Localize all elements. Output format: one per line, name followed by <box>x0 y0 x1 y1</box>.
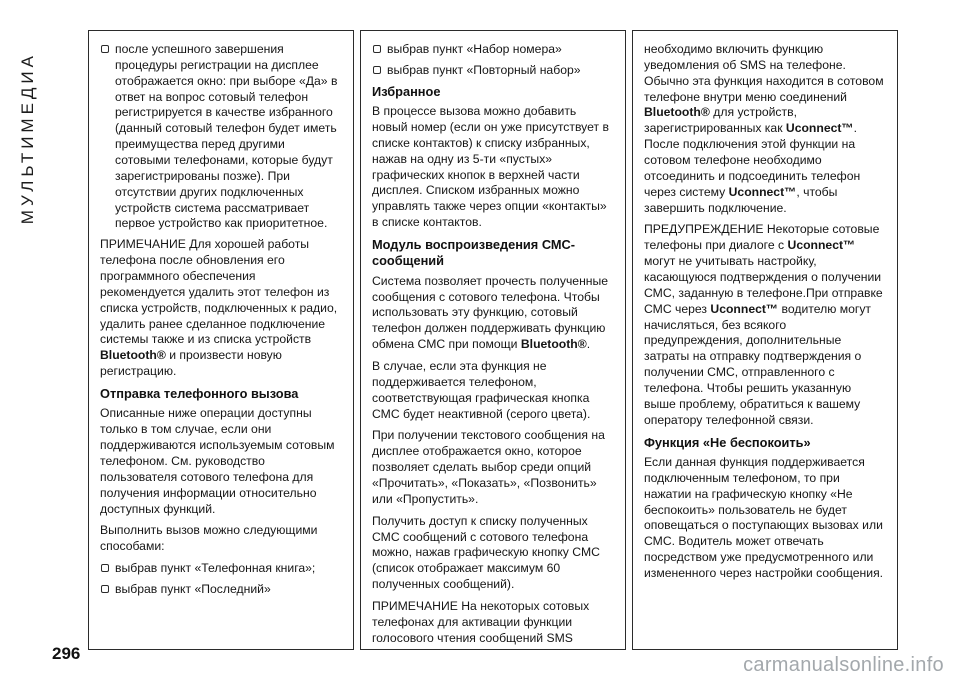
square-bullet-icon <box>373 66 381 74</box>
paragraph: ПРЕДУПРЕЖДЕНИЕ Некоторые сотовые телефоны при диалоге с Uconnect™ могут не учитывать настройку, касающуюся подтверждения о получении СМС, заданную в телефоне.При отправке СМС через Uconnect™ водителю могут начисляться, без всякого предупреждения, дополнительные затраты на отправку подтверждения о получении СМС, отправленного с телефона. Чтобы решить указанную выше проблему, обратиться к вашему оператору телефонной связи. <box>644 222 883 427</box>
square-bullet-icon <box>101 564 109 572</box>
square-bullet-icon <box>373 45 381 53</box>
paragraph: Описанные ниже операции доступны только в том случае, если они поддерживаются используемым сотовым телефоном. См. руководство пользователя сотового телефона для получения информации относительно доступных функций. <box>100 406 335 516</box>
paragraph: ПРИМЕЧАНИЕ На некоторых сотовых телефонах для активации функции голосового чтения сообщений SMS <box>372 599 590 645</box>
text-columns <box>88 30 898 650</box>
text-column-1 <box>88 30 354 650</box>
section-heading: Модуль воспроизведения СМС-сообщений <box>372 236 576 269</box>
paragraph: необходимо включить функцию уведомления об SMS на телефоне. Обычно эта функция находится в сотовом телефоне внутри меню соединений Bluetooth® для устройств, зарегистрированных как Uconnect™. После подключения этой функции на сотовом телефоне необходимо отсоединить и подсоединить телефон через систему Uconnect™, чтобы завершить подключение. <box>644 42 884 215</box>
chapter-sidebar-label: МУЛЬТИМЕДИА <box>18 52 37 225</box>
text-column-3 <box>632 30 898 650</box>
list-item-text: выбрав пункт «Телефонная книга»; <box>115 561 316 576</box>
list-item <box>100 561 342 577</box>
list-item <box>100 582 342 598</box>
list-item <box>372 42 614 58</box>
list-item-text: выбрав пункт «Последний» <box>115 582 271 597</box>
paragraph: В случае, если эта функция не поддерживается телефоном, соответствующая графическая кнопка СМС будет неактивной (серого цвета). <box>372 359 591 421</box>
paragraph: В процессе вызова можно добавить новый номер (если он уже присутствует в списке контактов) к списку избранных, нажав на одну из 5-ти «пустых» графических кнопок в верхней части дисплея. Списком избранных можно управлять также через опции «контакты» в списке контактов. <box>372 104 609 230</box>
section-heading: Функция «Не беспокоить» <box>644 434 811 450</box>
page-number: 296 <box>52 644 81 663</box>
paragraph: Если данная функция поддерживается подключенным телефоном, то при нажатии на графическую кнопку «Не беспокоить» пользователь не будет оповещаться о поступающих вызовах или СМС. Водитель может отвечать посредством уже предусмотренного или измененного через настройки сообщения. <box>644 455 884 581</box>
text-column-2 <box>360 30 626 650</box>
paragraph: При получении текстового сообщения на дисплее отображается окно, которое позволяет сделать выбор среди опций «Прочитать», «Показать», «Позвонить» или «Пропустить». <box>372 428 605 506</box>
paragraph: Система позволяет прочесть полученные сообщения с сотового телефона. Чтобы использовать эту функцию, сотовый телефон должен поддерживать функцию обмена СМС при помощи Bluetooth®. <box>372 273 609 352</box>
watermark-text: carmanualsonline.info <box>743 654 944 676</box>
section-heading: Избранное <box>372 83 441 99</box>
square-bullet-icon <box>101 45 109 53</box>
list-item <box>372 63 614 79</box>
paragraph: ПРИМЕЧАНИЕ Для хорошей работы телефона после обновления его программного обеспечения рекомендуется удалить этот телефон из списка устройств, подключенных к радио, удалить ранее сделанное подключение системы также и из списка устройств Bluetooth® и произвести новую регистрацию. <box>100 237 338 379</box>
list-item-text: выбрав пункт «Набор номера» <box>387 42 562 56</box>
list-item <box>100 42 342 232</box>
list-item-text: выбрав пункт «Повторный набор» <box>387 62 581 77</box>
paragraph: Получить доступ к списку полученных СМС сообщений с сотового телефона можно, нажав графическую кнопку СМС (список отображает максимум 60 полученных сообщений). <box>372 513 600 592</box>
paragraph: Выполнить вызов можно следующими способами: <box>100 523 318 554</box>
section-heading: Отправка телефонного вызова <box>100 386 299 402</box>
square-bullet-icon <box>101 585 109 593</box>
list-item-text: после успешного завершения процедуры регистрации на дисплее отображается окно: при выборе «Да» в ответ на вопрос сотовый телефон регистрируется в качестве избранного (данный сотовый телефон будет иметь преимущества перед другими сотовыми телефонами, которые будут зарегистрированы позже). При отсутствии других подключенных устройств система рассматривает первое устройство как приоритетное. <box>115 42 338 231</box>
